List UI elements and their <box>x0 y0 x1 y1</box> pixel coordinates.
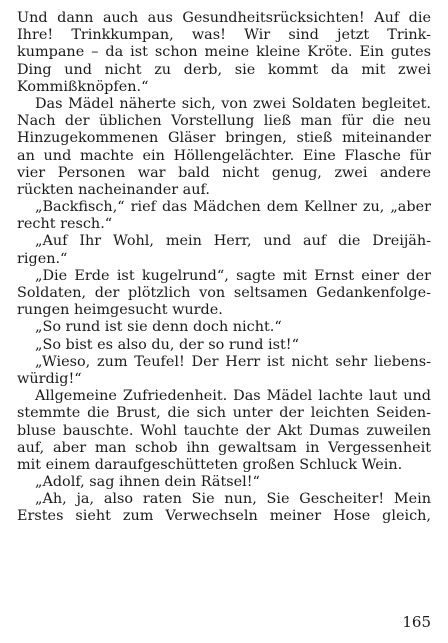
text-line: Allgemeine Zufriedenheit. Das Mädel lachte laut und <box>35 388 431 405</box>
page-number: 165 <box>402 613 431 631</box>
text-line: „Auf Ihr Wohl, mein Herr, und auf die Dreijäh- <box>35 233 431 250</box>
text-line: „Wieso, zum Teufel! Der Herr ist nicht sehr liebens- <box>35 353 431 370</box>
text-line: würdig!“ <box>17 370 82 387</box>
text-line: Soldaten, der plötzlich von seltsamen Gedankenfolge- <box>17 285 431 301</box>
text-line: Das Mädel näherte sich, von zwei Soldaten begleitet. <box>35 95 431 112</box>
text-line: auf, aber man schob ihn gewaltsam in Vergessenheit <box>17 439 431 456</box>
text-line: Nach der üblichen Vorstellung ließ man für die neu <box>17 113 431 130</box>
text-line: „Ah, ja, also raten Sie nun, Sie Gescheiter! Mein <box>35 491 431 508</box>
text-line: mit einem daraufgeschütteten großen Schluck Wein. <box>17 456 403 473</box>
text-line: „Backfisch,“ rief das Mädchen dem Kellner zu, „aber <box>35 199 431 216</box>
text-line: rückten nacheinander auf. <box>17 181 210 198</box>
text-line: Kommißknöpfen.“ <box>17 78 149 95</box>
text-line: rungen heimgesucht wurde. <box>17 302 223 319</box>
text-line: Erstes sieht zum Verwechseln meiner Hose gleich, <box>17 508 431 525</box>
text-line: „So bist es also du, der so rund ist!“ <box>35 336 299 353</box>
text-line: stemmte die Brust, die sich unter der leichten Seiden- <box>17 405 431 422</box>
text-line: bluse bauschte. Wohl tauchte der Akt Dumas zuweilen <box>17 422 431 439</box>
text-line: kumpane – da ist schon meine kleine Kröte. Ein gutes <box>17 44 431 61</box>
text-line: an und machte ein Höllengelächter. Eine Flasche für <box>17 147 431 164</box>
text-line: „Die Erde ist kugelrund“, sagte mit Ernst einer der <box>35 267 431 284</box>
text-line: recht resch.“ <box>17 216 113 233</box>
text-line: Und dann auch aus Gesundheitsrücksichten! Auf die <box>17 10 431 26</box>
body-text <box>17 10 431 526</box>
text-line: Ding und nicht zu derb, sie kommt da mit zwei <box>17 61 431 78</box>
text-line: „So rund ist sie denn doch nicht.“ <box>35 319 282 336</box>
text-line: Ihre! Trinkkumpan, was! Wir sind jetzt Trink- <box>17 27 431 44</box>
text-line: „Adolf, sag ihnen dein Rätsel!“ <box>35 474 260 491</box>
text-line: rigen.“ <box>17 250 68 267</box>
text-line: Hinzugekommenen Gläser bringen, stieß miteinander <box>17 130 431 147</box>
text-line: vier Personen war bald nicht genug, zwei andere <box>17 164 431 181</box>
